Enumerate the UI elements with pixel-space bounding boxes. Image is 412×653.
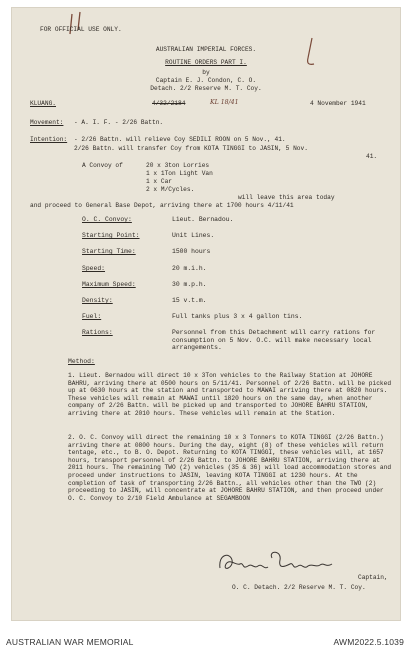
detail-value: 15 v.t.m.	[172, 297, 207, 304]
place: KLUANG.	[30, 100, 56, 107]
intention-line-2-end: 41.	[366, 153, 378, 160]
order-title: ROUTINE ORDERS PART I.	[165, 59, 247, 66]
accession-number: AWM2022.5.1039	[333, 637, 404, 647]
detail-label: Maximum Speed:	[82, 281, 136, 288]
method-paragraph-1: 1. Lieut. Bernadou will direct 10 x 3Ton vehicles to the Railway Station at JOHORE BAHRU, arriving there at 0500 hours on 5/11/41. Personnel of 2/26 Battn. will be picked up at 0630 hours at the station and transported to MAWAI arriving there at 0820 hours. These vehicles will remain at MAWAI until 1820 hours on the same day, when another company of 2/26 Battn. will be picked up and transported to JOHORE BAHRU STATION, arriving there at 2010 hours. These vehicles will remain at the Station.	[68, 372, 392, 417]
restriction-line: FOR OFFICIAL USE ONLY.	[40, 26, 122, 33]
document-page	[12, 8, 400, 620]
by-line: by	[202, 69, 210, 76]
detail-value: Personnel from this Detachment will carry rations for consumption on 5 Nov. O.C. will make necessary local arrangements.	[172, 329, 376, 352]
intention-line-2: 2/26 Battn. will transfer Coy from KOTA TINGGI to JASIN, 5 Nov.	[74, 145, 308, 152]
detail-label: Density:	[82, 297, 113, 304]
detail-label: Speed:	[82, 265, 106, 272]
detail-value: 30 m.p.h.	[172, 281, 207, 288]
detail-label: Rations:	[82, 329, 113, 336]
intention-line-1: - 2/26 Battn. will relieve Coy SEDILI ROON on 5 Nov., 41.	[74, 136, 286, 143]
movement-value: - A. I. F. - 2/26 Battn.	[74, 119, 164, 126]
signature-rank: Captain,	[358, 574, 388, 581]
order-date: 4 November 1941	[310, 100, 366, 107]
detail-label: O. C. Convoy:	[82, 216, 132, 223]
intention-label: Intention:	[30, 136, 68, 143]
reference-number: 4/32/2184	[152, 100, 186, 107]
detail-value: Unit Lines.	[172, 232, 215, 239]
force-title: AUSTRALIAN IMPERIAL FORCES.	[155, 46, 257, 53]
method-label: Method:	[68, 358, 95, 365]
detail-value: 20 m.i.h.	[172, 265, 207, 272]
officer-line: Captain E. J. Condon, C. O.	[155, 77, 257, 84]
detail-value: Full tanks plus 3 x 4 gallon tins.	[172, 313, 303, 320]
convoy-item: 1 x Car	[146, 178, 172, 185]
handwritten-reference: KL 18/41	[210, 99, 239, 106]
signature-unit: O. C. Detach. 2/2 Reserve M. T. Coy.	[232, 584, 366, 591]
convoy-item: 1 x 1Ton Light Van	[146, 170, 213, 177]
detail-label: Starting Time:	[82, 248, 136, 255]
detail-label: Starting Point:	[82, 232, 140, 239]
convoy-proceed: and proceed to General Base Depot, arriving there at 1700 hours 4/11/41	[30, 202, 294, 209]
unit-line: Detach. 2/2 Reserve M. T. Coy.	[150, 85, 262, 92]
detail-value: Lieut. Bernadou.	[172, 216, 234, 223]
archive-name: AUSTRALIAN WAR MEMORIAL	[6, 637, 134, 647]
detail-value: 1500 hours	[172, 248, 211, 255]
convoy-leave: will leave this area today	[238, 194, 335, 201]
archive-footer	[0, 630, 412, 653]
convoy-item: 2 x M/Cycles.	[146, 186, 195, 193]
movement-label: Movement:	[30, 119, 64, 126]
detail-label: Fuel:	[82, 313, 102, 320]
method-paragraph-2: 2. O. C. Convoy will direct the remaining 10 x 3 Tonners to KOTA TINGGI (2/26 Battn.) arriving there at 0800 hours. During the day, eight (8) of these vehicles will return tentage, etc., to B. O. Depot. Returning to KOTA TINGGI, these vehicles will, at 1657 hours, transport personnel of 2/26 Battn. to JOHORE BAHRU STATION, arriving there at 2011 hours. The remaining TWO (2) vehicles (35 & 36) will load accommodation stores and proceed under instructions to JASIN, leaving KOTA TINGGI at 1230 hours. At the completion of task of transporting 2/26 Battn., all vehicles other than the TWO (2) proceeding to JASIN, will concentrate at JOHORE BAHRU STATION, and then proceed under O. C. Convoy to 2/10 Field Ambulance at SEGAMBOON	[68, 434, 392, 502]
convoy-item: 20 x 3ton Lorries	[146, 162, 210, 169]
handwritten-signature	[212, 546, 342, 580]
convoy-intro: A Convoy of	[82, 162, 123, 169]
